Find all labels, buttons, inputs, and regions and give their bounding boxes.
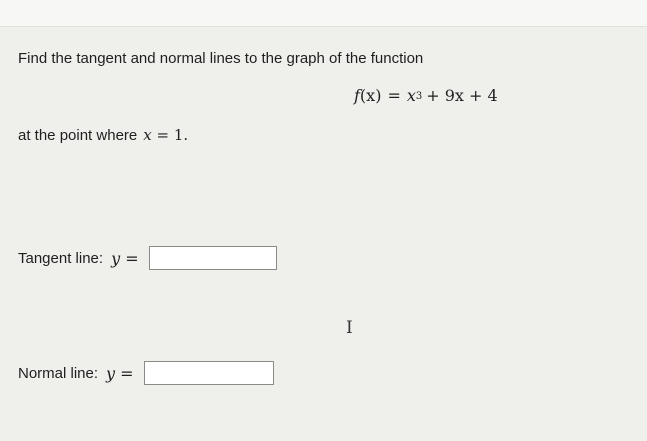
tangent-answer-input[interactable] — [149, 246, 277, 270]
condition-value: = 1. — [156, 126, 189, 144]
formula-fn: f — [354, 86, 360, 105]
text-cursor-icon: I — [346, 318, 353, 338]
tangent-y-equals — [111, 249, 139, 268]
tangent-eq: = — [125, 248, 139, 268]
formula-x: x — [406, 86, 416, 105]
tangent-y: y — [111, 248, 121, 268]
condition-math — [143, 126, 188, 144]
normal-row — [18, 361, 274, 385]
top-strip — [0, 0, 647, 27]
condition-line — [18, 126, 188, 144]
condition-var: x — [143, 126, 152, 144]
normal-y: y — [106, 363, 116, 383]
normal-label: Normal line: — [18, 364, 99, 382]
formula-arg: (x) — [359, 86, 382, 105]
problem-prompt: Find the tangent and normal lines to the graph of the function — [18, 50, 424, 67]
tangent-label: Tangent line: — [18, 249, 104, 267]
formula-exponent: 3 — [415, 91, 423, 102]
formula-eq: = — [387, 86, 401, 105]
function-formula — [354, 86, 498, 105]
tangent-row — [18, 246, 277, 270]
normal-y-equals — [106, 364, 134, 383]
normal-eq: = — [120, 363, 134, 383]
condition-text: at the point where — [18, 127, 138, 144]
normal-answer-input[interactable] — [144, 361, 274, 385]
formula-rest: + 9x + 4 — [426, 86, 498, 105]
